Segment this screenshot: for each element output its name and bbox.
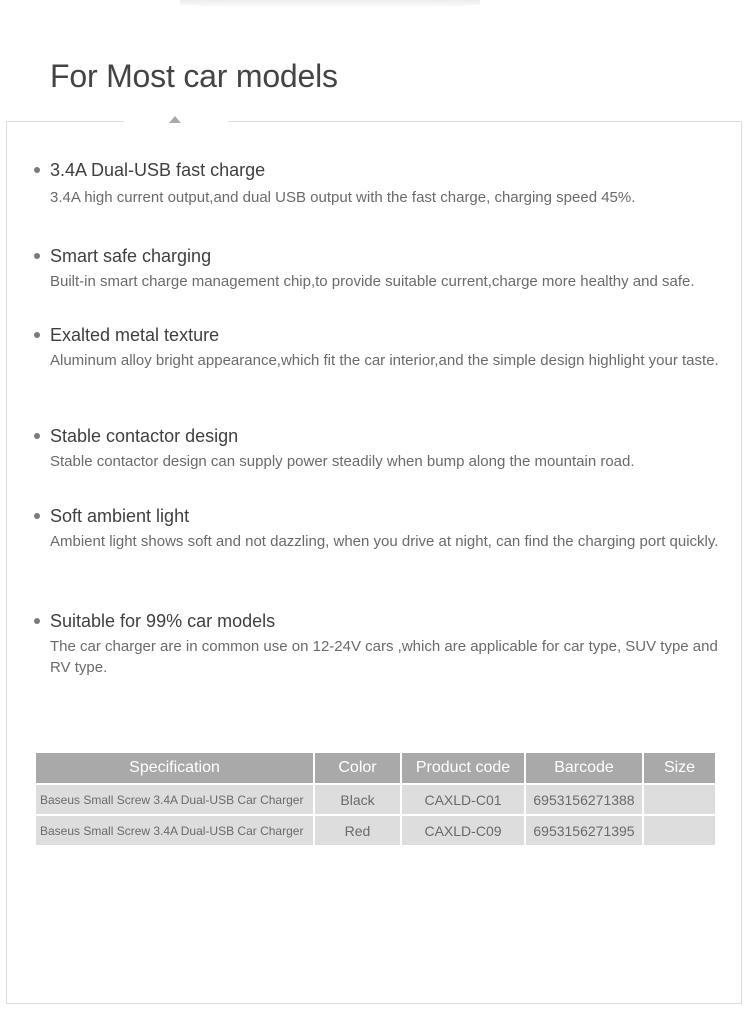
cell-color: Black	[315, 785, 400, 814]
feature-description: 3.4A high current output,and dual USB output with the fast charge, charging speed 45%.	[50, 189, 636, 206]
bullet-icon	[34, 513, 40, 519]
feature-item	[34, 159, 744, 208]
cell-specification: Baseus Small Screw 3.4A Dual-USB Car Charger	[36, 816, 313, 845]
header-color: Color	[315, 753, 400, 783]
cell-product-code: CAXLD-C09	[402, 816, 524, 845]
bullet-icon	[34, 332, 40, 338]
card-border-right	[228, 121, 742, 122]
header-size: Size	[644, 753, 715, 783]
table-header-row	[36, 753, 715, 783]
bullet-icon	[34, 253, 40, 259]
feature-title: Exalted metal texture	[50, 325, 220, 345]
cell-size	[644, 816, 715, 845]
bullet-icon	[34, 433, 40, 439]
feature-title: Suitable for 99% car models	[50, 611, 276, 631]
top-shadow-decoration	[180, 0, 480, 8]
feature-item	[34, 610, 744, 678]
cell-product-code: CAXLD-C01	[402, 785, 524, 814]
cell-specification: Baseus Small Screw 3.4A Dual-USB Car Charger	[36, 785, 313, 814]
feature-description: Ambient light shows soft and not dazzling, when you drive at night, can find the charging port quickly.	[50, 533, 719, 550]
bullet-icon	[34, 618, 40, 624]
cell-size	[644, 785, 715, 814]
feature-item	[34, 324, 744, 371]
card-border-left	[6, 121, 124, 122]
feature-item	[34, 245, 744, 292]
feature-title: Soft ambient light	[50, 506, 190, 526]
feature-description: Built-in smart charge management chip,to provide suitable current,charge more healthy and safe.	[50, 273, 695, 290]
header-specification: Specification	[36, 753, 313, 783]
caret-up-icon	[169, 116, 181, 123]
feature-description: Stable contactor design can supply power steadily when bump along the mountain road.	[50, 453, 635, 470]
feature-description: Aluminum alloy bright appearance,which fit the car interior,and the simple design highlight your taste.	[50, 352, 719, 369]
cell-barcode: 6953156271388	[526, 785, 642, 814]
cell-color: Red	[315, 816, 400, 845]
table-row	[36, 816, 715, 845]
feature-title: 3.4A Dual-USB fast charge	[50, 160, 266, 180]
table-row	[36, 785, 715, 814]
specification-table	[34, 751, 717, 847]
feature-title: Smart safe charging	[50, 246, 212, 266]
feature-description: The car charger are in common use on 12-24V cars ,which are applicable for car type, SUV type and RV type.	[50, 638, 718, 676]
page-title: For Most car models	[50, 58, 338, 94]
cell-barcode: 6953156271395	[526, 816, 642, 845]
header-barcode: Barcode	[526, 753, 642, 783]
header-product-code: Product code	[402, 753, 524, 783]
bullet-icon	[34, 167, 40, 173]
feature-title: Stable contactor design	[50, 426, 239, 446]
feature-item	[34, 425, 744, 472]
feature-item	[34, 505, 744, 552]
